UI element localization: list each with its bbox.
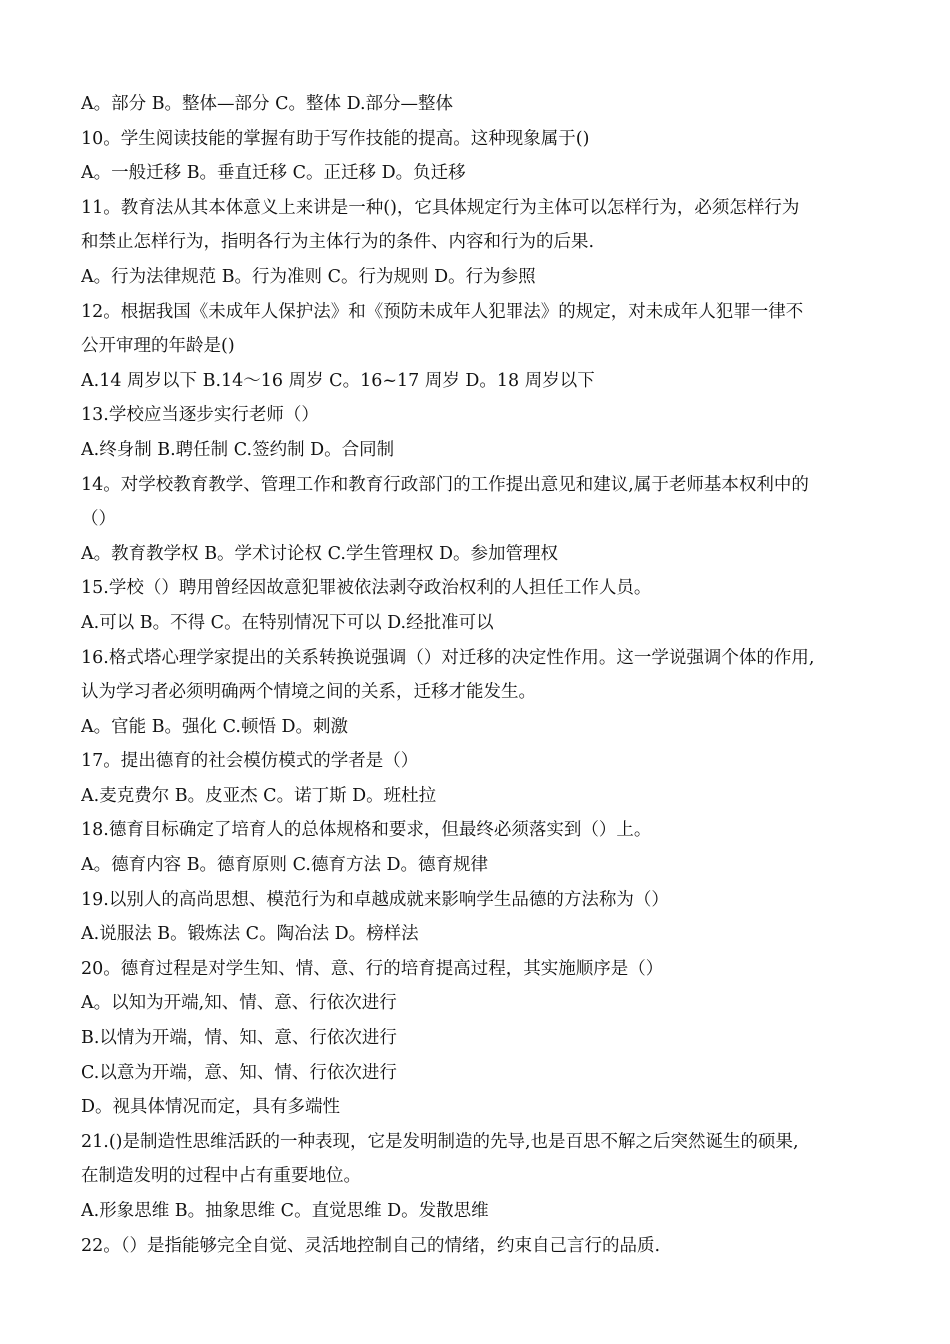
text-line: A。行为法律规范 B。行为准则 C。行为规则 D。行为参照	[81, 266, 536, 287]
text-line: A.说服法 B。锻炼法 C。陶冶法 D。榜样法	[81, 924, 419, 945]
text-line: 15.学校（）聘用曾经因故意犯罪被依法剥夺政治权利的人担任工作人员。	[81, 578, 652, 599]
text-line: 11。教育法从其本体意义上来讲是一种()，它具体规定行为主体可以怎样行为，必须怎样行为	[81, 197, 800, 218]
text-line: C.以意为开端，意、知、情、行依次进行	[81, 1062, 397, 1083]
text-line: （）	[81, 509, 116, 530]
text-line: 17。提出德育的社会模仿模式的学者是（）	[81, 751, 419, 772]
text-line: 20。德育过程是对学生知、情、意、行的培育提高过程，其实施顺序是（）	[81, 958, 664, 979]
document-body	[81, 87, 891, 1263]
text-line: A。部分 B。整体—部分 C。整体 D.部分—整体	[81, 94, 454, 114]
text-line: 13.学校应当逐步实行老师（）	[81, 405, 319, 426]
text-line: 18.德育目标确定了培育人的总体规格和要求，但最终必须落实到（）上。	[81, 820, 652, 841]
text-line: B.以情为开端，情、知、意、行依次进行	[81, 1028, 397, 1049]
text-line: 16.格式塔心理学家提出的关系转换说强调（）对迁移的决定性作用。这一学说强调个体的作用,	[81, 647, 815, 668]
text-line: A.麦克费尔 B。皮亚杰 C。诺丁斯 D。班杜拉	[81, 785, 437, 806]
text-line: A。官能 B。强化 C.顿悟 D。刺激	[81, 716, 349, 737]
text-line: 认为学习者必须明确两个情境之间的关系，迁移才能发生。	[81, 682, 536, 703]
text-line: A.可以 B。不得 C。在特别情况下可以 D.经批准可以	[81, 612, 494, 633]
text-line: A。德育内容 B。德育原则 C.德育方法 D。德育规律	[81, 855, 489, 876]
text-line: A.14 周岁以下 B.14～16 周岁 C。16~17 周岁 D。18 周岁以下	[81, 370, 595, 391]
text-line: 10。学生阅读技能的掌握有助于写作技能的提高。这种现象属于()	[81, 128, 590, 149]
text-line: 和禁止怎样行为，指明各行为主体行为的条件、内容和行为的后果.	[81, 232, 595, 253]
text-line: D。视具体情况而定，具有多端性	[81, 1097, 341, 1118]
text-line: 在制造发明的过程中占有重要地位。	[81, 1166, 361, 1187]
text-line: 21.()是制造性思维活跃的一种表现，它是发明制造的先导,也是百思不解之后突然诞生的硕果,	[81, 1131, 799, 1152]
text-line: 22。（）是指能够完全自觉、灵活地控制自己的情绪，约束自己言行的品质.	[81, 1235, 661, 1256]
text-line: A。以知为开端,知、情、意、行依次进行	[81, 993, 397, 1014]
text-line: A.形象思维 B。抽象思维 C。直觉思维 D。发散思维	[81, 1201, 489, 1221]
text-line: 14。对学校教育教学、管理工作和教育行政部门的工作提出意见和建议,属于老师基本权利中的	[81, 474, 809, 495]
text-line: A。一般迁移 B。垂直迁移 C。正迁移 D。负迁移	[81, 163, 466, 184]
text-line: 19.以别人的高尚思想、模范行为和卓越成就来影响学生品德的方法称为（）	[81, 889, 669, 910]
text-line: 公开审理的年龄是()	[81, 336, 235, 357]
text-line: A。教育教学权 B。学术讨论权 C.学生管理权 D。参加管理权	[81, 543, 559, 564]
text-line: 12。根据我国《未成年人保护法》和《预防未成年人犯罪法》的规定，对未成年人犯罪一律不	[81, 301, 804, 322]
text-line: A.终身制 B.聘任制 C.签约制 D。合同制	[81, 439, 395, 460]
